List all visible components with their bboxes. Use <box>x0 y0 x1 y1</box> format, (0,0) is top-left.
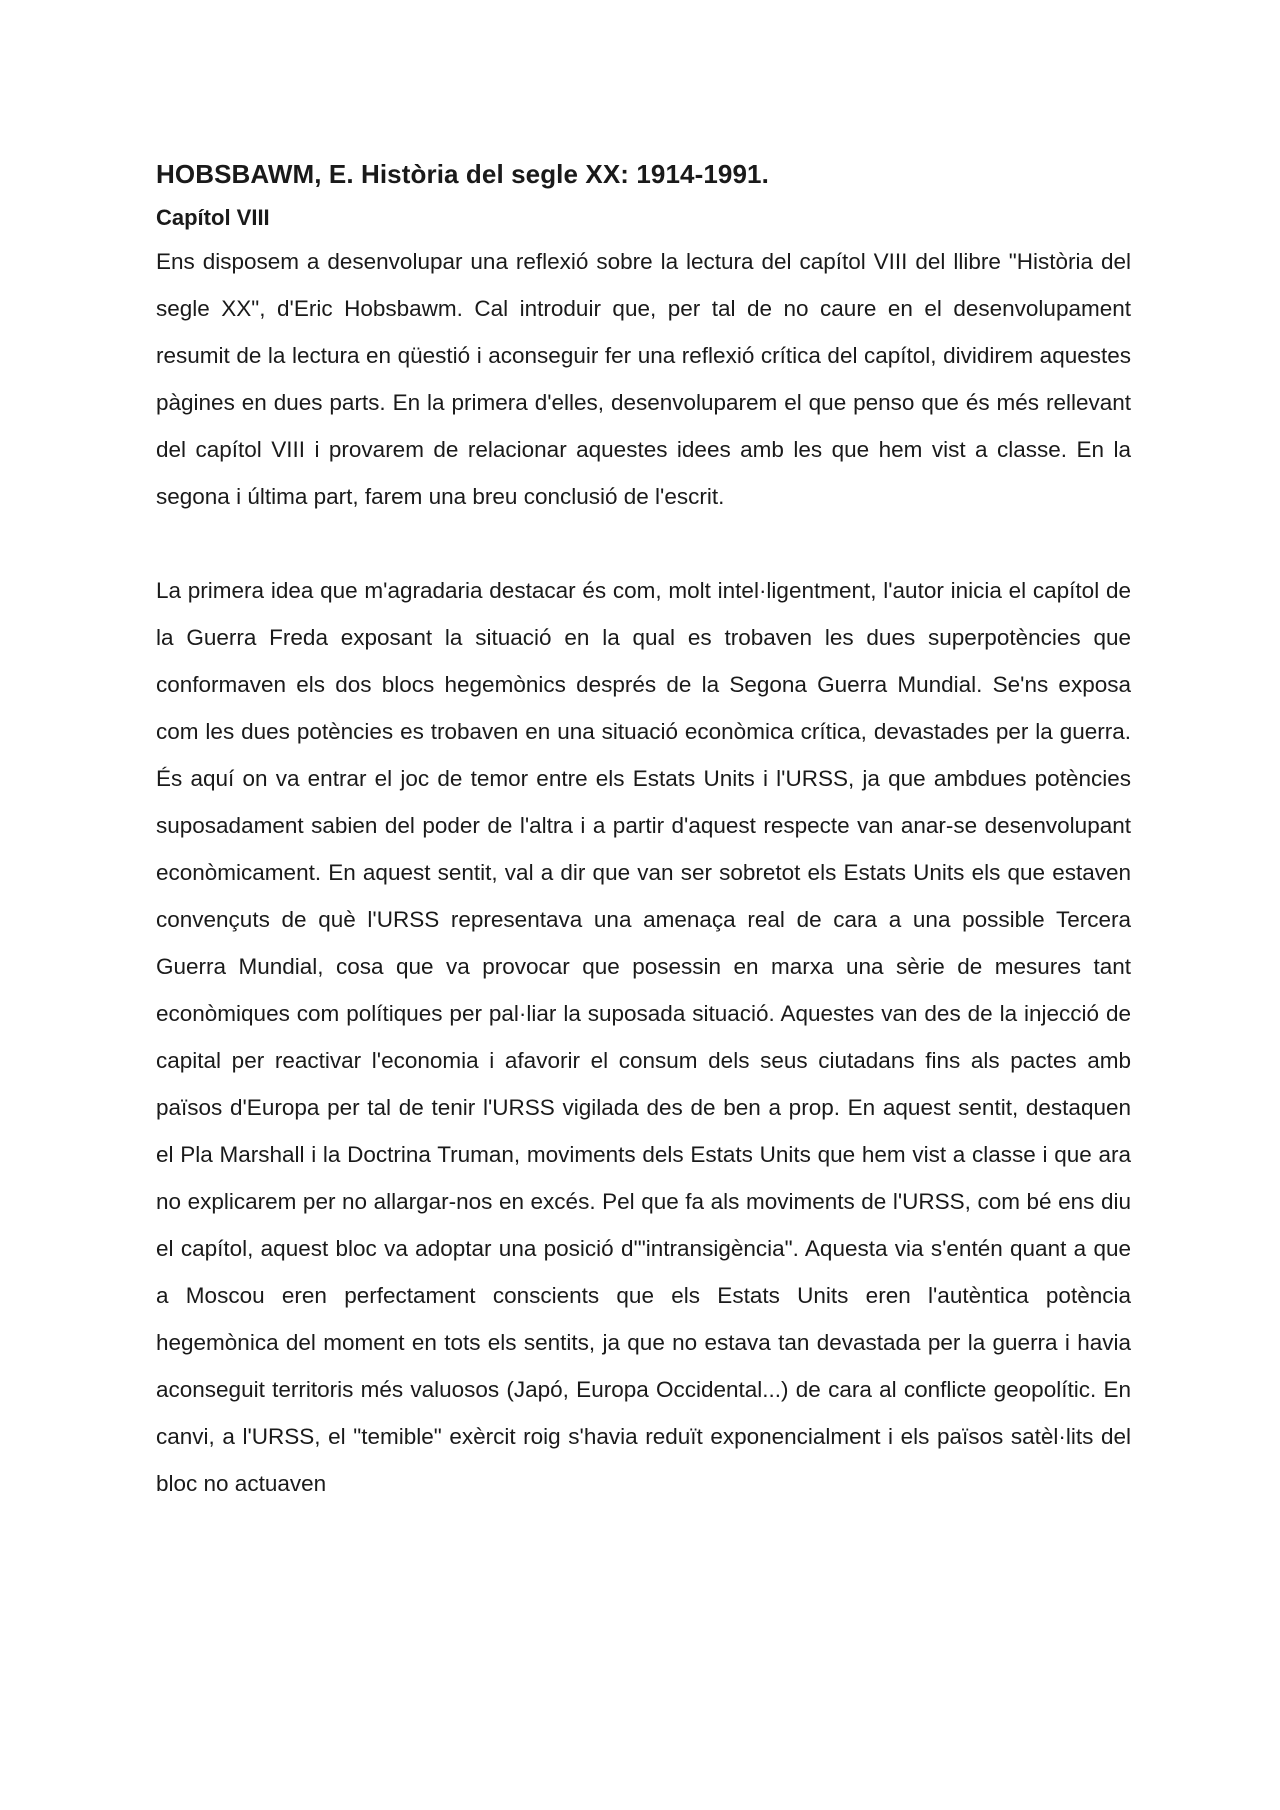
paragraph-first-idea: La primera idea que m'agradaria destacar és com, molt intel·ligentment, l'autor inicia el capítol de la Guerra Freda exposant la situació en la qual es trobaven les dues superpotències que conformaven els dos blocs hegemònics després de la Segona Guerra Mundial. Se'ns exposa com les dues potències es trobaven en una situació econòmica crítica, devastades per la guerra. És aquí on va entrar el joc de temor entre els Estats Units i l'URSS, ja que ambdues potències suposadament sabien del poder de l'altra i a partir d'aquest respecte van anar-se desenvolupant econòmicament. En aquest sentit, val a dir que van ser sobretot els Estats Units els que estaven convençuts de què l'URSS representava una amenaça real de cara a una possible Tercera Guerra Mundial, cosa que va provocar que posessin en marxa una sèrie de mesures tant econòmiques com polítiques per pal·liar la suposada situació. Aquestes van des de la injecció de capital per reactivar l'economia i afavorir el consum dels seus ciutadans fins als pactes amb països d'Europa per tal de tenir l'URSS vigilada des de ben a prop. En aquest sentit, destaquen el Pla Marshall i la Doctrina Truman, moviments dels Estats Units que hem vist a classe i que ara no explicarem per no allargar-nos en excés. Pel que fa als moviments de l'URSS, com bé ens diu el capítol, aquest bloc va adoptar una posició d'"intransigència". Aquesta via s'entén quant a que a Moscou eren perfectament conscients que els Estats Units eren l'autèntica potència hegemònica del moment en tots els sentits, ja que no estava tan devastada per la guerra i havia aconseguit territoris més valuosos (Japó, Europa Occidental...) de cara al conflicte geopolític. En canvi, a l'URSS, el "temible" exèrcit roig s'havia reduït exponencialment i els països satèl·lits del bloc no actuaven <box>156 578 1131 1496</box>
document-page <box>156 150 1131 1507</box>
paragraph-introduction: Ens disposem a desenvolupar una reflexió sobre la lectura del capítol VIII del llibre "Història del segle XX", d'Eric Hobsbawm. Cal introduir que, per tal de no caure en el desenvolupament resumit de la lectura en qüestió i aconseguir fer una reflexió crítica del capítol, dividirem aquestes pàgines en dues parts. En la primera d'elles, desenvoluparem el que penso que és més rellevant del capítol VIII i provarem de relacionar aquestes idees amb les que hem vist a classe. En la segona i última part, farem una breu conclusió de l'escrit. <box>156 249 1131 509</box>
document-title: HOBSBAWM, E. Història del segle XX: 1914-1991. <box>156 159 769 189</box>
chapter-title: Capítol VIII <box>156 205 270 230</box>
